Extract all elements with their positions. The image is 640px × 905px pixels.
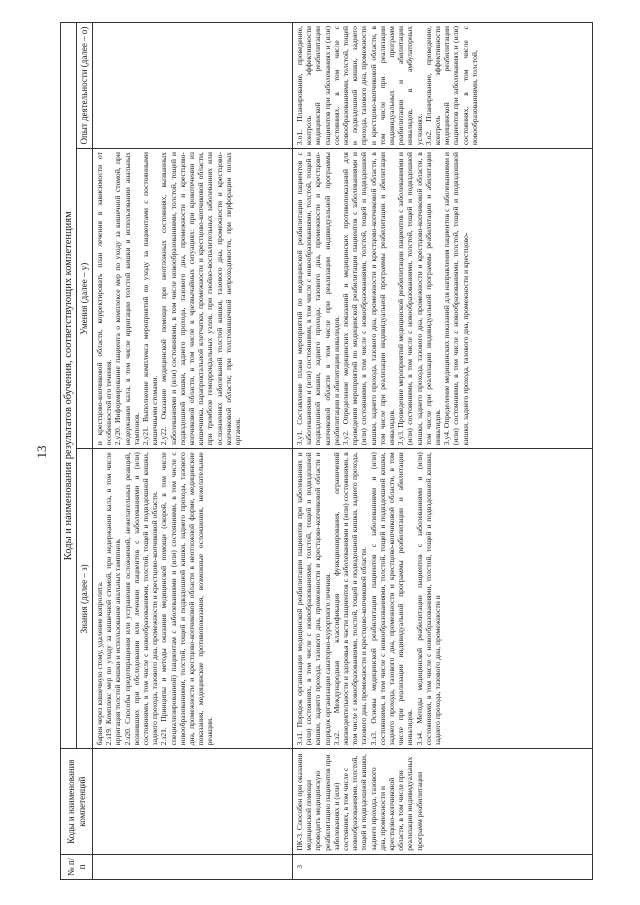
skill-item: 2.у21. Выполнение комплекса мероприятий по уходу за пациентами с постоянными кишечными стомами. <box>141 152 160 446</box>
header-num: № п/п <box>61 854 93 879</box>
knowledge-item: 2.з19. Комплекс мер по уходу за кишечной стомой, при недержании кала, в том числе ирригация толстой кишки и использование анальных тампонов. <box>104 452 123 746</box>
row-code <box>93 749 293 854</box>
knowledge-item: 3.з2. Международная классификация функционирования, ограничений жизнедеятельности и здоровья в части пациентов с заболеваниями и (или) состояниями, в том числе с новообразованиями, толстой, тощей и подвздошной кишки, заднего прохода, тазового дна, промежности и крестцово-копчиковой области. <box>331 452 369 746</box>
row-num: 3 <box>293 854 593 879</box>
table-row <box>293 23 593 880</box>
skill-item: 2.у22. Оказание медицинской помощи при неотложных состояниях, вызванных заболеваниями и (или) состояниями, в том числе новообразованиями, толстой, тощей и подвздошной кишки, заднего прохода, тазового дна, промежности и крестцово-копчиковой области, в том числе в чрезвычайных ситуациях: при кровотечении из кишечника, парапроктальной клетчатки, промежности и крестцово-копчиковой области, при тромбозе геморроидальных узлов, при гнойно-воспалительных заболеваниях или осложнениях заболеваний толстой кишки, тазового дна, промежности и крестцово-копчиковой области; при толстокишечной непроходимости, при перфорации полых органов. <box>159 152 243 446</box>
skill-item: и крестцово-копчиковой области, корректировать план лечения в зависимости от особенностей его течения. <box>95 152 114 446</box>
knowledge-item: 3.з3. Основы медицинской реабилитации пациентов с заболеваниями и (или) состояниями, в том числе с новообразованиями, толстой, тощей и подвздошной кишки, заднего прохода, тазового дна, промежности и крестцово-копчиковой области, в том числе при реализации индивидуальной программы реабилитации и абилитации инвалидов. <box>368 452 415 746</box>
header-experience: Опыт деятельности (далее – о) <box>77 23 93 149</box>
page-number: 13 <box>34 445 49 459</box>
header-knowledge: Знания (далее – з) <box>77 449 93 749</box>
knowledge-item: 2.з20. Способы предотвращения или устранения осложнений, нежелательных реакций, возникших при обследовании или лечении пациентов с заболеваниями и (или) состояниями, в том числе с новообразованиями, толстой, тощей и подвздошной кишки, заднего прохода, тазового дна, промежности и крестцово-копчиковой области. <box>122 452 160 746</box>
header-group: Коды и наименования результатов обучения, соответствующих компетенциям <box>61 23 77 749</box>
competency-table <box>60 22 593 880</box>
row-skills <box>93 149 293 449</box>
table-row <box>93 23 293 880</box>
skill-item: 3.у1. Составление плана мероприятий по медицинской реабилитации пациентов с заболеваниями и (или) состояниями, в том числе с новообразованиями, толстой, тощей и подвздошной кишки, заднего прохода, тазового дна, промежности и крестцово-копчиковой области в том числе при реализации индивидуальной программы реабилитации и абилитации инвалидов. <box>295 152 341 446</box>
row-experience <box>93 23 293 149</box>
skill-item: 3.у4. Определение медицинских показаний для направления пациентов с заболеваниями и (или) состояниями, в том числе с новообразованиями, толстой, тощей и подвздошной кишки, заднего прохода, тазового дна, промежности и крестцово- <box>442 152 470 446</box>
knowledge-item: 3.з1. Порядок организации медицинской реабилитации пациентов при заболеваниях и (или) состояниях, в том числе с новообразованиями, толстой, тощей и подвздошной кишки, заднего прохода, тазового дна, промежности и крестцово-копчиковой области и порядок организации санаторно-курортного лечения. <box>295 452 332 746</box>
skill-item: 2.у20. Информирование пациента о комплексе мер по уходу за кишечной стомой, при недержании кала, в том числе ирригации толстой кишки и использовании анальных тампонов. <box>113 152 141 446</box>
header-codes: Коды и наименования компетенций <box>61 749 93 854</box>
skill-item: 3.у2. Определение медицинских показаний и медицинских противопоказаний для проведения мероприятий по медицинской реабилитации пациентов с заболеваниями и (или) состояниями, в том числе с новообразованиями, толстой, тощей и подвздошной кишки, заднего прохода, тазового дна, промежности и крестцово-копчиковой области, в том числе при реализации индивидуальной программы реабилитации и абилитации инвалидов. <box>341 152 397 446</box>
knowledge-item: бария через кишечную стому, удаление копролита. <box>95 581 104 746</box>
row-skills <box>293 149 593 449</box>
knowledge-item: 3.з4. Методы медицинской реабилитации пациентов с заболеваниями и (или) состояниями, в том числе с новообразованиями, толстой, тощей и подвздошной кишки, заднего прохода, тазового дна, промежности и <box>414 452 443 746</box>
row-num <box>93 854 293 879</box>
knowledge-item: 2.з21. Принципы и методы оказания медицинской помощи (скорой, в том числе специализированной) пациентам с заболеваниями и (или) состояниями, в том числе с новообразованиями, толстой, тощей и подвздошной кишки, заднего прохода, тазового дна, промежности и крестцово-копчиковой области в неотложной форме, медицинские показания, медицинские противопоказания, возможные осложнения, нежелательные реакции. <box>159 452 215 746</box>
row-code: ПК-3. Способен при оказании медицинской помощи проводить медицинскую реабилитацию пациентов при заболеваниях и (или) состояниях, в том числе с новообразованиями, толстой, тощей и подвздошной кишки, заднего прохода, тазового дна, промежности и крестцово-копчиковой области, в том числе при реализации индивидуальных программ реабилитации <box>293 749 593 854</box>
experience-item: 3.о2. Планирование, проведение, контроль эффективности медицинской реабилитации пациентов при заболеваниях и (или) состояниях, в том числе с новообразованиями, толстой, <box>423 26 479 146</box>
skill-item: 3.у3. Проведение мероприятий медицинской реабилитации пациентов с заболеваниями и (или) состояниями, в том числе с новообразованиями, толстой, тощей и подвздошной кишки, заднего прохода, тазового дна, промежности и крестцово-копчиковой области, в том числе при реализации индивидуальной программы реабилитации и абилитации инвалидов. <box>396 152 443 446</box>
row-experience <box>293 23 593 149</box>
rotated-sheet <box>20 12 620 892</box>
experience-item: 3.о1. Планирование, проведение, контроль эффективности медицинской реабилитации пациентов при заболеваниях и (или) состояниях, в том числе с новообразованиями, толстой, тощей и подвздошной кишки, заднего прохода, тазового дна, промежности и крестцово-копчиковой области, в том числе при реализации индивидуальных программ реабилитации и абилитации инвалидов, в амбулаторных условиях. <box>295 26 424 146</box>
row-knowledge <box>293 449 593 749</box>
row-knowledge <box>93 449 293 749</box>
header-skills: Умения (далее – у) <box>77 149 93 449</box>
